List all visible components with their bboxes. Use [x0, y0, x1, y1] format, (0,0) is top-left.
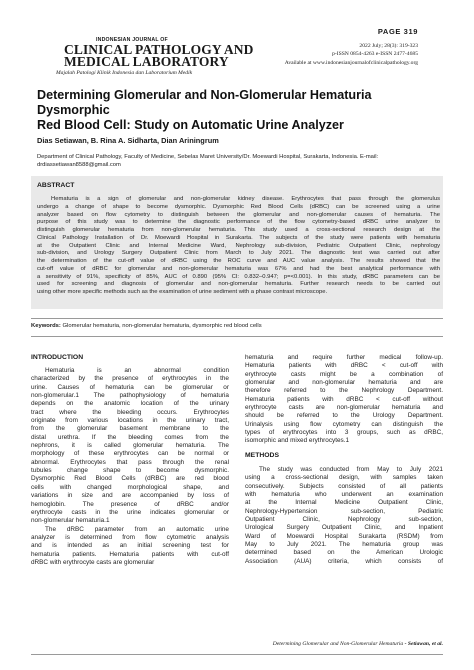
introduction-line: characterized by the presence of erythrocytes in the: [31, 375, 229, 383]
introduction-line: non-glomerular hematuria.1: [31, 517, 110, 525]
journal-subtitle: Majalah Patologi Klinik Indonesia dan Laboratorium Medik: [56, 70, 193, 76]
right-column-line: glomerular and non-glomerular hematuria and are: [245, 379, 443, 387]
affiliation-line1: Department of Clinical Pathology, Faculty of Medicine, Sebelas Maret University/Dr. Moewardi Hospital, Surakarta, Indonesia. E-mail:: [37, 154, 379, 160]
abstract-line: analyzer based on flow cytometry to distinguish between the glomerular and non-glomerular causes of hematuria. The: [37, 211, 440, 218]
methods-line: Ward of Moewardi Hospital Surakarta (RSDM) from: [245, 532, 443, 540]
introduction-line: variations in size and are accompanied by loss of: [31, 492, 229, 500]
abstract-line: Clinical Pathology Installation of Dr. Moewardi Hospital in Surakarta. The subjects of the study were patients with hematuria: [37, 234, 440, 241]
right-column-text: [245, 354, 443, 446]
footer-title: Determining Glomerular and Non-Glomerular Hematuria: [272, 641, 404, 647]
right-column-line: Urinalysis using flow cytometry can distinguish the: [245, 420, 443, 428]
author-email[interactable]: drdiassetiawan8588@gmail.com: [37, 161, 121, 168]
introduction-line: analyzer is determined from flow cytometric analysis: [31, 533, 229, 541]
introduction-line: morphology of these erythrocytes can be normal or: [31, 450, 229, 458]
keywords: [31, 323, 443, 331]
methods-line: using a cross-sectional design, with samples taken: [245, 474, 443, 482]
divider: [31, 336, 443, 337]
methods-line: May to July 2021. The hematuria group was: [245, 541, 443, 549]
right-column-line: should be referred to the Urology Department.: [245, 412, 443, 420]
introduction-line: Hematuria is an abnormal condition: [45, 367, 229, 374]
methods-line: Urological Surgery Outpatient Clinic, and Inpatient: [245, 524, 443, 532]
abstract-line: undergo a change of shape to become dysmorphic. Dysmorphic Red Blood Cells (dRBC) can be screened using a urine: [37, 203, 440, 210]
article-title: [37, 88, 447, 133]
methods-heading: METHODS: [245, 452, 279, 459]
methods-line: Nephrology-Hypertension sub-section, Pediatric: [245, 507, 443, 515]
abstract-line: Hematuria is a sign of glomerular and non-glomerular kidney disease. Erythrocytes that pass through the glomerulus: [51, 196, 440, 202]
introduction-line: Dysmorphic Red Blood Cells (dRBC) are red blood: [31, 475, 229, 483]
introduction-line: from the glomerular basement membrane to the: [31, 425, 229, 433]
methods-line: determined based on the American Urologic: [245, 549, 443, 557]
introduction-line: tubules change shape to become dysmorphic.: [31, 467, 229, 475]
abstract-line: using other more specific methods such as the examination of urine sediment with a phase contrast microscope.: [37, 289, 328, 295]
right-column-line: therefore referred to the Nephrology Department.: [245, 387, 443, 395]
introduction-text: [31, 367, 229, 567]
right-column-line: hematuria and require further medical follow-up.: [245, 354, 443, 361]
right-column-line: types of erythrocytes into 3 groups, such as dRBC,: [245, 429, 443, 437]
methods-line: consecutively. Subjects consisted of all patients: [245, 482, 443, 490]
introduction-line: hemoglobin. The presence of dRBC and/or: [31, 500, 229, 508]
right-column-line: isomorphic and mixed erythrocytes.1: [245, 437, 350, 445]
introduction-line: and is intended as an initial screening test for: [31, 542, 229, 550]
introduction-line: The dRBC parameter from an automatic urine: [45, 525, 229, 533]
abstract-line: cut-off value of dRBC for glomerular and non-glomerular hematuria was 67% and had the best analytical performance with: [37, 265, 440, 272]
article-title-line2: Red Blood Cell: Study on Automatic Urine Analyzer: [37, 118, 344, 132]
introduction-line: depends on the anatomic location of the urinary: [31, 400, 229, 408]
introduction-line: abnormal. Erythrocytes that pass through the renal: [31, 458, 229, 466]
introduction-line: hematuria patients. Hematuria patients with cut-off: [31, 550, 229, 558]
introduction-line: erythrocyte casts in the urine indicates glomerular or: [31, 508, 229, 516]
introduction-line: distal urethra. If the bleeding comes from the: [31, 433, 229, 441]
introduction-heading: INTRODUCTION: [31, 354, 84, 361]
right-column-line: Hematuria patients with dRBC < cut-off without: [245, 395, 443, 403]
journal-title-line1: CLINICAL PATHOLOGY AND: [64, 42, 254, 57]
keywords-text: Glomerular hematuria, non-glomerular hematuria, dysmorphic red blood cells: [60, 323, 262, 329]
issue-info: 2022 July; 28(3): 319-323: [359, 43, 418, 49]
right-column-line: Hematuria patients with dRBC < cut-off with: [245, 362, 443, 370]
page-number: PAGE 319: [377, 27, 418, 36]
journal-meta: [198, 42, 418, 67]
introduction-line: cells with changed morphological shape, and: [31, 483, 229, 491]
introduction-line: nephrons, it is called glomerular hematuria. The: [31, 442, 229, 450]
abstract-line: a sensitivity of 91%, specificity of 85%, AUC of 0.890 (95% CI: 0.832–0.947; p=<0.001). In this study, dRBC parameters can be: [37, 273, 440, 280]
introduction-line: non-glomerular.1 The pathophysiology of hematuria: [31, 392, 229, 400]
article-title-line1: Determining Glomerular and Non-Glomerular Hematuria Dysmorphic: [37, 88, 372, 117]
right-column-line: erythrocyte casts might be a combination of: [245, 370, 443, 378]
methods-line: The study was conducted from May to July 2021: [259, 466, 443, 473]
issn-info: p-ISSN 0854-4263 e-ISSN 2477-4685: [332, 51, 418, 58]
abstract-line: at the Outpatient Clinic and Internal Medicine Ward, Nephrology sub-division, Pediatric Outpatient Clinic, nephrology: [37, 242, 440, 249]
footer-divider: [31, 654, 443, 655]
author-list: Dias Setiawan, B. Rina A. Sidharta, Dian Ariningrum: [37, 136, 219, 145]
introduction-line: tract where the bleeding occurs. Erythrocytes: [31, 408, 229, 416]
journal-title-line2: MEDICAL LABORATORY: [64, 54, 229, 69]
abstract-line: sub-division, and Urology Surgery Outpatient Clinic from March to July 2021. The diagnostic test was carried out after: [37, 250, 440, 257]
methods-line: Outpatient Clinic, Nephrology sub-section,: [245, 516, 443, 524]
abstract-heading: ABSTRACT: [37, 182, 75, 189]
divider: [31, 318, 443, 319]
abstract-line: the determination of the cut-off value of dRBC using the ROC curve and AUC value analysis. The results showed that the: [37, 258, 440, 264]
introduction-line: urine. Causes of hematuria can be glomerular or: [31, 383, 229, 391]
keywords-label: Keywords:: [31, 323, 61, 329]
introduction-line: originate from various locations in the urinary tract,: [31, 417, 229, 425]
affiliation: [37, 154, 442, 169]
methods-line: with hematuria who underwent an examination: [245, 491, 443, 499]
footer-author: - Setiawan, et al.: [403, 641, 443, 647]
abstract-line: used for screening and diagnosis of glomerular and non-glomerular hematuria. Further research needs to be carried out: [37, 281, 440, 288]
availability-link[interactable]: Available at www.indonesianjournalofclinicalpathology.org: [284, 59, 418, 66]
abstract-line: purpose of this study was to determine the diagnostic performance of the flow cytometry-based dRBC urine analyzer to: [37, 219, 440, 226]
methods-text: [245, 466, 443, 566]
methods-line: at the Internal Medicine Outpatient Clinic,: [245, 499, 443, 507]
running-footer: [273, 641, 443, 647]
abstract-text: [37, 196, 440, 297]
abstract-line: distinguish glomerular hematuria from non-glomerular hematuria. This study used a cross-sectional research design at the: [37, 227, 440, 233]
right-column-line: erythrocyte casts are non-glomerular hematuria and: [245, 404, 443, 412]
methods-line: Association (AUA) criteria, which consists of: [245, 557, 443, 565]
introduction-line: dRBC with erythrocyte casts are glomerular: [31, 558, 155, 566]
journal-small-title: INDONESIAN JOURNAL OF: [96, 37, 168, 43]
